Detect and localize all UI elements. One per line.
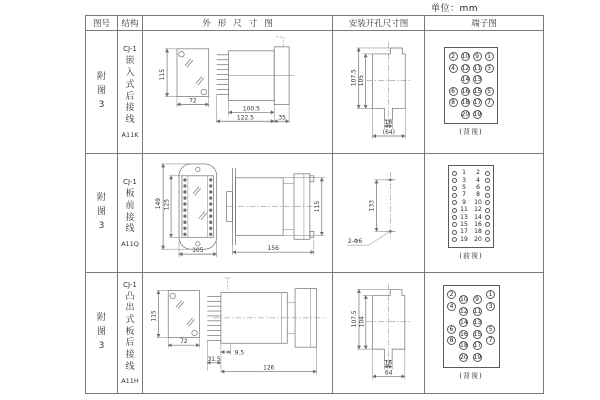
terminal-number: 7: [462, 191, 466, 199]
terminal-row: [452, 207, 490, 213]
fig-no-cell-a11h: [86, 273, 118, 393]
side-view: [227, 168, 325, 255]
terminal-circle: 1: [486, 290, 495, 299]
terminal-row: [452, 222, 490, 228]
header-outline-dims: 外形尺寸图: [143, 16, 333, 31]
terminal-number: 20: [474, 235, 482, 243]
terminal-row: [452, 237, 490, 243]
terminal-number: 13: [460, 213, 468, 221]
terminal-hole: [485, 186, 490, 191]
terminal-hole: [485, 171, 490, 176]
dim-cutout-h2: 105: [358, 74, 366, 87]
mounting-drawing-a11q: [333, 154, 425, 273]
terminal-circle: 17: [473, 342, 482, 350]
header-terminal-diagram: 端子图: [425, 16, 543, 31]
dim-slot-width: 16: [384, 360, 392, 367]
fig-no-cell-a11q: [86, 154, 118, 273]
terminal-circle: [485, 110, 494, 119]
terminal-number: 19: [460, 235, 468, 243]
terminal-cell-a11q: [425, 154, 543, 273]
dim-flange: 35: [278, 114, 286, 122]
outline-drawing-a11h: [143, 273, 333, 393]
dim-plate-height: 149: [155, 197, 163, 210]
structure-cell-a11k: [118, 31, 143, 154]
terminal-number: 1: [462, 169, 466, 177]
dim-cutout-h1: 107.5: [352, 310, 359, 328]
terminal-circle: 5: [485, 87, 494, 96]
terminal-cell-a11k: [425, 31, 543, 154]
terminal-hole: [485, 200, 490, 205]
dim-depth-2: 122.5: [236, 114, 254, 122]
terminal-circle: 14: [460, 319, 468, 327]
terminal-circle: 17: [473, 99, 482, 107]
structure-cell-a11h: [118, 273, 143, 393]
terminal-circle: 15: [473, 330, 482, 338]
mounting-svg-a11h: [333, 273, 424, 393]
terminal-number: 6: [476, 184, 480, 192]
fig-no-label: 附图3: [96, 72, 106, 110]
terminal-number: 3: [462, 176, 466, 184]
dim-total-depth: 126: [263, 365, 275, 372]
terminal-circle: [485, 75, 494, 84]
dim-side-depth: 156: [267, 245, 279, 253]
terminal-box: [444, 47, 498, 124]
side-view: [207, 278, 326, 375]
terminal-circle: 2: [447, 290, 456, 299]
dim-depth-1: 100.5: [242, 105, 260, 113]
terminal-circle: 9: [473, 52, 482, 61]
terminal-hole: [485, 230, 490, 235]
terminal-box: [443, 285, 500, 368]
fig-no-label: 附图3: [96, 313, 106, 351]
terminal-circle: 14: [461, 76, 470, 84]
terminal-circle: 12: [461, 64, 470, 72]
terminal-circle: 6: [449, 87, 458, 96]
unit-label: 单位：mm: [430, 4, 478, 14]
terminal-hole: [485, 193, 490, 198]
terminal-circle: 13: [473, 76, 482, 84]
structure-cell-a11q: [118, 154, 143, 273]
terminal-circle: 15: [473, 87, 482, 95]
fig-no-cell-a11k: [86, 31, 118, 154]
front-view: [152, 291, 200, 349]
terminal-circle: [447, 348, 456, 357]
outline-svg-a11k: [143, 31, 332, 153]
view-label: (背视): [459, 128, 483, 136]
type-code: A11H: [121, 377, 139, 386]
dim-cutout-h1: 107.5: [350, 69, 358, 87]
type-code: A11Q: [121, 239, 139, 248]
terminal-number: 14: [474, 213, 482, 221]
terminal-row: [452, 185, 490, 191]
terminal-circle: 5: [486, 325, 495, 334]
model-label: CJ-1: [123, 178, 137, 187]
terminal-number: 17: [460, 228, 468, 236]
terminal-circle: 9: [473, 295, 482, 304]
terminal-hole: [485, 215, 490, 220]
terminal-number: 5: [462, 184, 466, 192]
spec-table: [85, 15, 544, 394]
terminal-circle: [447, 313, 456, 322]
terminal-circle: 7: [486, 336, 495, 345]
terminal-circle: 13: [473, 319, 482, 327]
model-label: CJ-1: [123, 45, 137, 54]
dim-body-height: 125: [163, 198, 171, 211]
structure-desc: 凸出式板后接线: [125, 291, 135, 372]
terminal-number: 10: [474, 198, 482, 206]
hole-spec-label: 2-Φ6: [347, 238, 363, 246]
header-structure: 结构: [118, 16, 143, 31]
terminal-cell-a11h: [425, 273, 543, 393]
dim-front-height: 115: [151, 310, 158, 322]
terminal-number: 4: [476, 176, 480, 184]
front-view: [159, 49, 209, 108]
terminal-circle: 2: [449, 52, 458, 61]
terminal-circle: 16: [461, 87, 470, 95]
dim-front-width: 72: [180, 339, 188, 346]
dim-slot-width: 16: [384, 119, 393, 127]
terminal-circle: 20: [460, 353, 468, 361]
terminal-circle: 3: [485, 64, 494, 73]
terminal-number: 9: [462, 198, 466, 206]
terminal-circle: 18: [461, 99, 470, 107]
terminal-circle: 11: [473, 64, 482, 72]
terminal-circle: 1: [485, 52, 494, 61]
dim-terminal-depth: 31.5: [207, 356, 221, 363]
terminal-circle: 10: [461, 53, 470, 61]
dim-front-width: 72: [189, 97, 197, 105]
terminal-circle: 4: [447, 302, 456, 311]
terminal-number: 2: [476, 169, 480, 177]
terminal-row: [452, 229, 490, 235]
terminal-number: 15: [460, 220, 468, 228]
terminal-hole: [485, 208, 490, 213]
terminal-circle: 10: [460, 296, 468, 304]
type-code: A11K: [121, 130, 139, 139]
header-mounting-dims: 安装开孔尺寸图: [333, 16, 425, 31]
view-label: (背视): [459, 372, 483, 380]
terminal-circle: 20: [461, 110, 470, 118]
terminal-circle: 8: [449, 98, 458, 107]
mounting-drawing-a11h: [333, 273, 425, 393]
terminal-number: 16: [474, 220, 482, 228]
dim-side-height: 115: [313, 200, 321, 213]
dim-cutout-h2: 104: [359, 316, 366, 328]
terminal-row: [452, 170, 490, 176]
terminal-hole: [485, 222, 490, 227]
dim-offset: 9.5: [234, 350, 245, 357]
terminal-row: [452, 177, 490, 183]
mounting-svg-a11k: [333, 31, 424, 153]
mounting-drawing-a11k: [333, 31, 425, 154]
dim-hole-spacing: 133: [368, 199, 376, 212]
terminal-circle: 4: [449, 64, 458, 73]
terminal-circle: 16: [460, 330, 468, 338]
dim-front-height: 115: [159, 68, 167, 81]
terminal-circle: 12: [460, 307, 468, 315]
fig-no-label: 附图3: [96, 193, 106, 231]
side-view: [217, 37, 294, 123]
terminal-circle: [486, 313, 495, 322]
terminal-hole: [485, 237, 490, 242]
terminal-circle: 7: [485, 98, 494, 107]
terminal-circle: [486, 348, 495, 357]
mounting-svg-a11q: [333, 154, 424, 272]
terminal-number: 8: [476, 191, 480, 199]
terminal-row: [452, 192, 490, 198]
terminal-hole: [485, 178, 490, 183]
dim-overall-width: 64: [385, 370, 393, 377]
structure-desc: 嵌入式后接线: [125, 56, 135, 125]
outline-drawing-a11q: [143, 154, 333, 273]
terminal-circle: 19: [473, 110, 482, 118]
terminal-circle: 8: [447, 336, 456, 345]
view-label: (前视): [459, 251, 483, 260]
terminal-number: 11: [460, 206, 468, 214]
dim-overall-width: (64): [382, 129, 395, 137]
terminal-row: [452, 214, 490, 220]
front-view: [155, 164, 217, 257]
outline-svg-a11h: [143, 273, 332, 393]
terminal-circle: 19: [473, 353, 482, 361]
outline-drawing-a11k: [143, 31, 333, 154]
terminal-row: [452, 200, 490, 206]
terminal-circle: 11: [473, 307, 482, 315]
terminal-number: 12: [474, 206, 482, 214]
dim-front-width: 105: [192, 247, 204, 255]
model-label: CJ-1: [123, 280, 137, 289]
terminal-circle: [449, 110, 458, 119]
terminal-circle: 3: [486, 302, 495, 311]
terminal-number: 18: [474, 228, 482, 236]
terminal-circle: 6: [447, 325, 456, 334]
terminal-circle: 18: [460, 342, 468, 350]
structure-desc: 板前接线: [125, 189, 135, 235]
terminal-circle: [449, 75, 458, 84]
header-fig-no: 图号: [86, 16, 118, 31]
outline-svg-a11q: [143, 154, 332, 272]
terminal-box: [448, 165, 494, 248]
